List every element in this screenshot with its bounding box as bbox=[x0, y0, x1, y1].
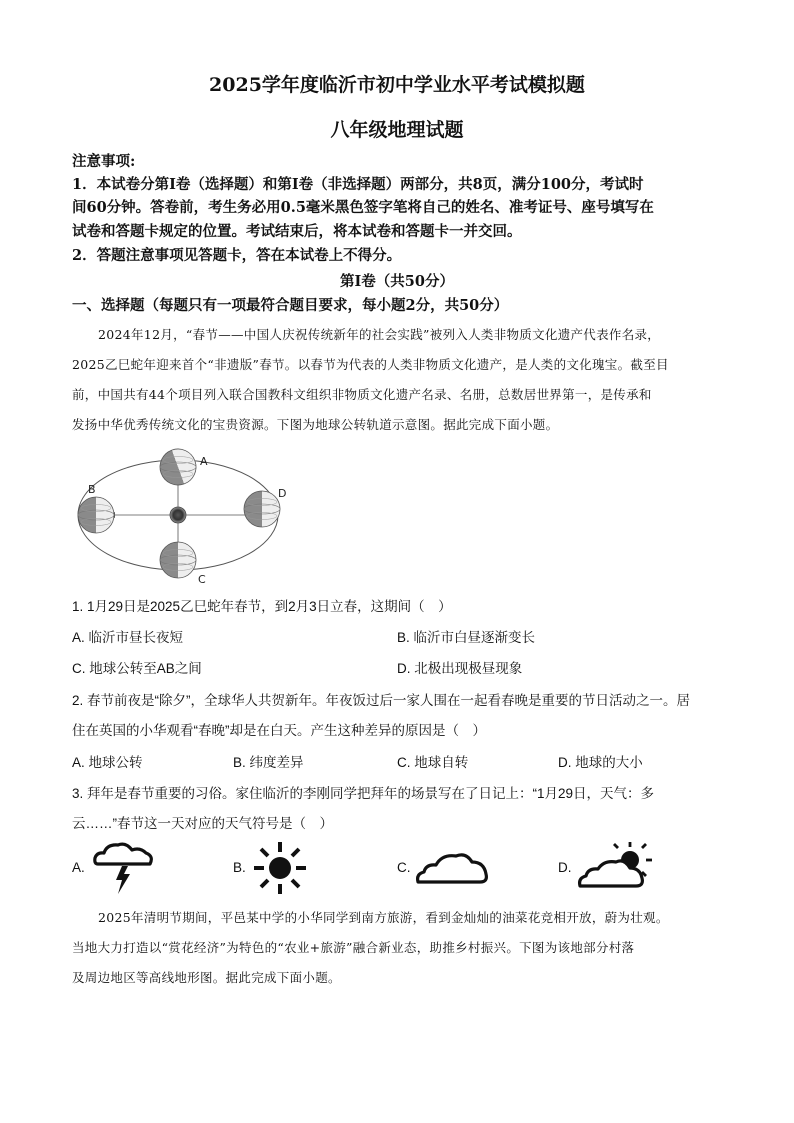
page-subtitle: 八年级地理试题 bbox=[330, 119, 464, 141]
passage2-line-1: 2025年清明节期间，平邑某中学的小华同学到南方旅游，看到金灿灿的油菜花竞相开放，蔚为壮观。 bbox=[98, 910, 669, 925]
q3-option-a-label[interactable]: A. bbox=[72, 860, 85, 875]
partly-cloudy-icon[interactable] bbox=[576, 840, 658, 892]
passage1-line-1: 2024年12月，“春节——中国人庆祝传统新年的社会实践”被列入人类非物质文化遗产代表作名录， bbox=[98, 327, 661, 342]
label-b: B bbox=[88, 483, 96, 496]
notice-line-2: 间60分钟。答卷前，考生务必用0.5毫米黑色签字笔将自己的姓名、准考证号、座号填写在 bbox=[72, 199, 654, 216]
q2-option-d[interactable]: D. 地球的大小 bbox=[558, 755, 643, 770]
label-c: C bbox=[198, 573, 206, 585]
earth-a-icon bbox=[155, 445, 201, 490]
part-heading: 第Ⅰ卷（共50分） bbox=[340, 273, 454, 290]
sunny-icon[interactable] bbox=[252, 840, 308, 896]
notice-line-1: 1．本试卷分第Ⅰ卷（选择题）和第Ⅰ卷（非选择题）两部分，共8页，满分100分，考试时 bbox=[72, 176, 644, 193]
earth-b-icon bbox=[78, 497, 114, 533]
earth-c-icon bbox=[160, 542, 196, 578]
earth-orbit-diagram bbox=[70, 445, 300, 585]
q1-stem: 1. 1月29日是2025乙巳蛇年春节，到2月3日立春，这期间（ ） bbox=[72, 599, 452, 614]
page-title: 2025学年度临沂市初中学业水平考试模拟题 bbox=[209, 74, 585, 96]
sun-icon bbox=[170, 507, 186, 523]
thunderstorm-icon[interactable] bbox=[92, 840, 154, 896]
label-d: D bbox=[278, 487, 287, 500]
q1-option-a[interactable]: A. 临沂市昼长夜短 bbox=[72, 630, 184, 645]
q3-option-b-label[interactable]: B. bbox=[233, 860, 246, 875]
q2-option-c[interactable]: C. 地球自转 bbox=[397, 755, 469, 770]
q3-option-c-label[interactable]: C. bbox=[397, 860, 411, 875]
label-a: A bbox=[200, 455, 208, 468]
passage2-line-2: 当地大力打造以“赏花经济”为特色的“农业+旅游”融合新业态，助推乡村振兴。下图为该地部分村落 bbox=[72, 940, 635, 955]
passage1-line-3: 前，中国共有44个项目列入联合国教科文组织非物质文化遗产名录、名册，总数居世界第一，是传承和 bbox=[72, 387, 652, 402]
q3-option-d-label[interactable]: D. bbox=[558, 860, 572, 875]
q2-option-a[interactable]: A. 地球公转 bbox=[72, 755, 143, 770]
q2-stem-line-2: 住在英国的小华观看“春晚”却是在白天。产生这种差异的原因是（ ） bbox=[72, 723, 486, 738]
q2-stem-line-1: 2. 春节前夜是“除夕”，全球华人共贺新年。年夜饭过后一家人围在一起看春晚是重要的节日活动之一。居 bbox=[72, 693, 690, 708]
q1-option-c[interactable]: C. 地球公转至AB之间 bbox=[72, 661, 202, 676]
notice-line-3: 试卷和答题卡规定的位置。考试结束后，将本试卷和答题卡一并交回。 bbox=[72, 223, 522, 240]
passage1-line-2: 2025乙巳蛇年迎来首个“非遗版”春节。以春节为代表的人类非物质文化遗产，是人类的文化瑰宝。截至目 bbox=[72, 357, 669, 372]
section-heading: 一、选择题（每题只有一项最符合题目要求，每小题2分，共50分） bbox=[72, 297, 509, 314]
cloudy-icon[interactable] bbox=[414, 848, 490, 888]
q3-stem-line-1: 3. 拜年是春节重要的习俗。家住临沂的李刚同学把拜年的场景写在了日记上：“1月29日，天气：多 bbox=[72, 786, 655, 801]
earth-d-icon bbox=[244, 491, 280, 527]
passage2-line-3: 及周边地区等高线地形图。据此完成下面小题。 bbox=[72, 970, 341, 985]
q1-option-d[interactable]: D. 北极出现极昼现象 bbox=[397, 661, 523, 676]
q2-option-b[interactable]: B. 纬度差异 bbox=[233, 755, 304, 770]
q3-stem-line-2: 云……”春节这一天对应的天气符号是（ ） bbox=[72, 816, 333, 831]
notice-heading: 注意事项: bbox=[72, 153, 136, 170]
passage1-line-4: 发扬中华优秀传统文化的宝贵资源。下图为地球公转轨道示意图。据此完成下面小题。 bbox=[72, 417, 559, 432]
notice-line-4: 2．答题注意事项见答题卡，答在本试卷上不得分。 bbox=[72, 247, 402, 264]
q1-option-b[interactable]: B. 临沂市白昼逐渐变长 bbox=[397, 630, 536, 645]
